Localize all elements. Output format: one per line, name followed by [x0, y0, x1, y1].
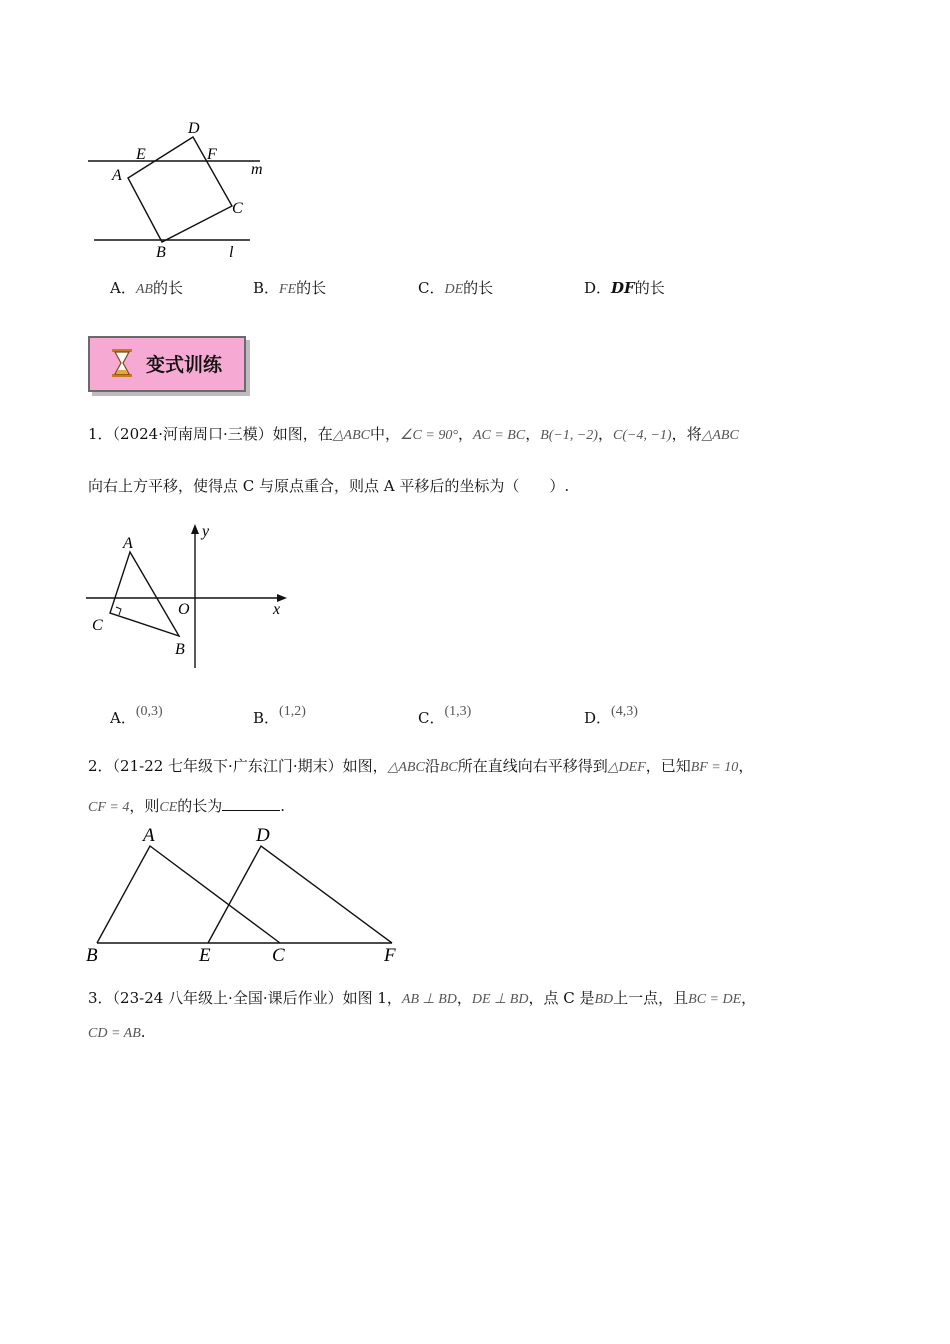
- label-y: y: [202, 523, 210, 540]
- label-A: A: [143, 825, 155, 846]
- figure-translated-triangles: [80, 820, 410, 970]
- text: ，: [741, 989, 757, 1007]
- math-bc: BC: [439, 760, 458, 775]
- label-C: C: [272, 945, 285, 966]
- question-3-line-1: [88, 988, 756, 1010]
- triangle-DEF: [208, 846, 392, 943]
- text: ，已知: [645, 757, 691, 775]
- math-bd: BD: [594, 992, 614, 1007]
- q0-option-a[interactable]: [110, 278, 183, 300]
- option-text: 的长: [296, 279, 327, 297]
- label-E: E: [199, 945, 211, 966]
- y-axis-arrow: [191, 524, 199, 534]
- option-math: (1,2): [279, 704, 306, 719]
- label-m: m: [251, 161, 263, 178]
- hourglass-icon: [110, 348, 134, 378]
- question-2-line-2: [88, 794, 285, 818]
- option-math: AB: [135, 282, 153, 297]
- q1-option-b[interactable]: [253, 700, 306, 727]
- question-source: （2024·河南周口·三模）如图，在: [112, 425, 333, 443]
- option-math: (1,3): [444, 704, 472, 719]
- text: 中，: [369, 425, 400, 443]
- option-letter: C．: [418, 279, 445, 297]
- option-letter: B．: [253, 709, 280, 727]
- label-A: A: [123, 535, 133, 552]
- question-3-line-2: [88, 1022, 146, 1044]
- math-cf: CF = 4: [88, 800, 130, 815]
- text: 所在直线向右平移得到: [457, 757, 608, 775]
- math-triangle-abc: △ABC: [387, 760, 425, 775]
- answer-blank[interactable]: [222, 794, 280, 811]
- label-l: l: [229, 244, 234, 261]
- math-point-c: C(−4, −1): [613, 428, 672, 443]
- text: ，: [525, 425, 541, 443]
- label-E: E: [136, 146, 146, 163]
- math-point-b: B(−1, −2): [540, 428, 598, 443]
- figure-parallel-lines-square: [80, 112, 280, 262]
- math-ce: CE: [159, 800, 178, 815]
- triangle-ABC: [110, 552, 179, 636]
- question-number: 3．: [88, 989, 113, 1007]
- question-1-line-1: [88, 424, 739, 446]
- text: ，点 C 是: [528, 989, 595, 1007]
- math-ac-bc: AC = BC: [472, 428, 526, 443]
- option-math: DE: [444, 282, 464, 297]
- q0-option-d[interactable]: [584, 278, 665, 298]
- math-triangle-def: △DEF: [607, 760, 646, 775]
- math-triangle-abc: △ABC: [332, 428, 370, 443]
- figure-coordinate-triangle: [82, 518, 297, 673]
- text: ，: [456, 989, 472, 1007]
- label-D: D: [256, 825, 270, 846]
- option-letter: D．: [584, 709, 612, 727]
- label-F: F: [207, 146, 217, 163]
- q0-option-b[interactable]: [253, 278, 326, 300]
- math-triangle-abc-2: △ABC: [701, 428, 739, 443]
- label-A: A: [112, 167, 122, 184]
- text: 的长为: [177, 797, 223, 815]
- label-B: B: [175, 641, 185, 658]
- option-text: 的长: [634, 279, 665, 297]
- label-O: O: [178, 601, 190, 618]
- text: ，: [738, 757, 754, 775]
- q0-option-c[interactable]: [418, 278, 493, 300]
- math-bf: BF = 10: [690, 760, 739, 775]
- math-ab-perp-bd: AB ⊥ BD: [401, 992, 457, 1007]
- text: 上一点，且: [613, 989, 689, 1007]
- text: 沿: [424, 757, 440, 775]
- q1-option-d[interactable]: [584, 700, 638, 727]
- option-letter: A．: [110, 709, 136, 727]
- math-angle-c: ∠C = 90°: [400, 428, 458, 443]
- math-cd-ab: CD = AB: [88, 1026, 141, 1041]
- section-title: 变式训练: [146, 354, 223, 376]
- option-math: FE: [279, 282, 297, 297]
- option-letter: A．: [110, 279, 136, 297]
- math-bc-de: BC = DE: [688, 992, 742, 1007]
- question-number: 1．: [88, 425, 113, 443]
- text: ，将: [671, 425, 702, 443]
- label-C: C: [92, 617, 103, 634]
- option-text: 的长: [463, 279, 494, 297]
- text: .: [140, 1023, 146, 1041]
- math-de-perp-bd: DE ⊥ BD: [471, 992, 529, 1007]
- question-source: （23-24 八年级上·全国·课后作业）如图 1，: [112, 989, 402, 1007]
- label-B: B: [86, 945, 98, 966]
- option-letter: D．: [584, 279, 612, 297]
- text: ，则: [129, 797, 160, 815]
- question-number: 2．: [88, 757, 113, 775]
- option-letter: B．: [253, 279, 280, 297]
- option-letter: C．: [418, 709, 445, 727]
- question-1-line-2: 向右上方平移，使得点 C 与原点重合，则点 A 平移后的坐标为（ ）.: [88, 477, 570, 495]
- question-2-line-1: [88, 756, 753, 778]
- question-source: （21-22 七年级下·广东江门·期末）如图，: [112, 757, 388, 775]
- right-angle-mark: [116, 607, 121, 615]
- label-D: D: [188, 120, 200, 137]
- label-F: F: [384, 945, 396, 966]
- option-math: (0,3): [135, 704, 163, 719]
- q1-option-a[interactable]: [110, 700, 163, 727]
- label-x: x: [273, 601, 281, 618]
- label-C: C: [232, 200, 243, 217]
- text: ，: [597, 425, 613, 443]
- text: .: [280, 797, 286, 815]
- text: ，: [457, 425, 473, 443]
- option-math: (4,3): [611, 704, 638, 719]
- option-math: DF: [611, 279, 635, 297]
- q1-option-c[interactable]: [418, 700, 472, 727]
- label-B: B: [156, 244, 166, 261]
- option-text: 的长: [152, 279, 183, 297]
